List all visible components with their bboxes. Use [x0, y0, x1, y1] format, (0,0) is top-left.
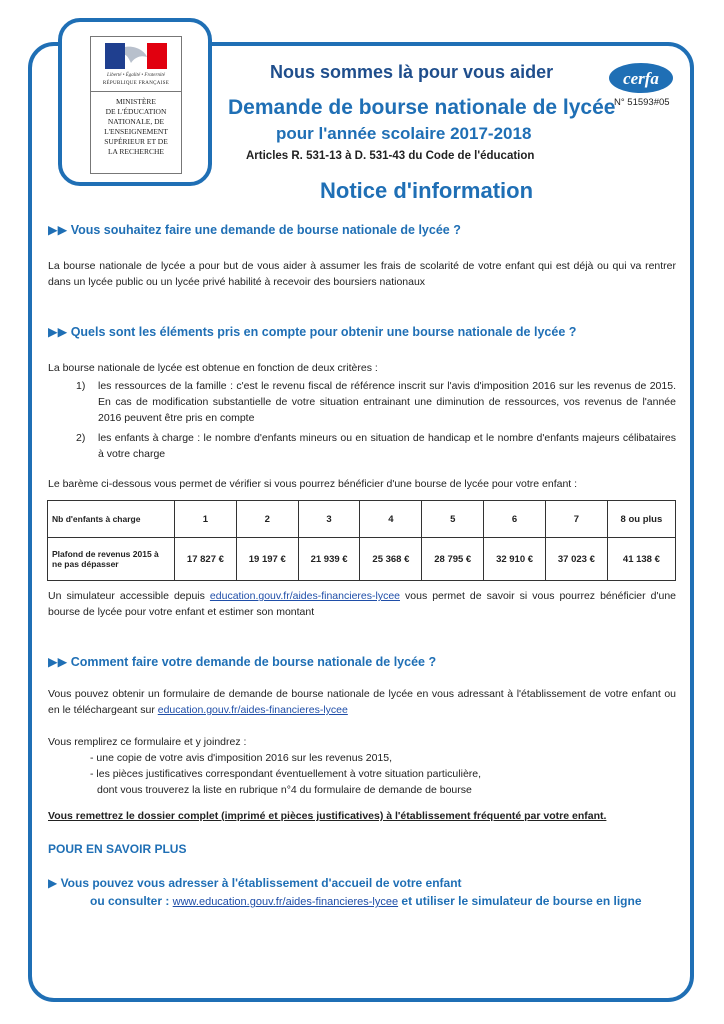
more-info-line1: ▶ Vous pouvez vous adresser à l'établissement d'accueil de votre enfant	[48, 876, 462, 890]
ceiling-cell: 25 368 €	[360, 538, 422, 581]
logo-divider	[91, 91, 181, 92]
section2-heading: ▶▶ Quels sont les éléments pris en compte pour obtenir une bourse nationale de lycée ?	[48, 325, 577, 339]
children-cell: 6	[484, 501, 546, 538]
fill-intro: Vous remplirez ce formulaire et y joindrez :	[48, 736, 247, 748]
section1-text: La bourse nationale de lycée a pour but de vous aider à assumer les frais de scolarité de votre enfant qui est déjà ou qui va rentrer dans un lycée public ou un lycée privé habilité à recevoir des boursiers nationaux	[48, 260, 676, 288]
section1-heading: ▶▶ Vous souhaitez faire une demande de bourse nationale de lycée ?	[48, 223, 461, 237]
ceiling-cell: 37 023 €	[545, 538, 607, 581]
bareme-table	[47, 500, 676, 581]
header-top: Nous sommes là pour vous aider	[270, 62, 554, 82]
ceiling-cell: 21 939 €	[298, 538, 360, 581]
more-info-line2-before: ou consulter :	[90, 894, 173, 908]
cerfa-number: N° 51593#05	[614, 97, 670, 108]
page-title: Demande de bourse nationale de lycée	[228, 96, 616, 119]
section3-heading: ▶▶ Comment faire votre demande de bourse nationale de lycée ?	[48, 655, 437, 669]
section2-intro: La bourse nationale de lycée est obtenue en fonction de deux critères :	[48, 362, 378, 374]
more-info-line2-after: et utiliser le simulateur de bourse en ligne	[398, 894, 642, 908]
simulator-link[interactable]: education.gouv.fr/aides-financieres-lycee	[209, 590, 400, 602]
ministry-logo-box	[58, 18, 212, 186]
ceiling-cell: 41 138 €	[607, 538, 675, 581]
children-cell: 8 ou plus	[607, 501, 675, 538]
ceiling-cell: 28 795 €	[422, 538, 484, 581]
final-instruction-text: Vous remettrez le dossier complet (imprimé et pièces justificatives) à l'établissement fréquenté par votre enfant	[48, 810, 604, 822]
marianne-logo-icon	[105, 43, 167, 69]
cerfa-logo-text: cerfa	[623, 69, 659, 88]
criteria-1-text: les ressources de la famille : c'est le revenu fiscal de référence inscrit sur l'avis d'imposition 2016 sur les revenus de 2015. En cas de modification substantielle de votre situation entrainant une diminution de ressources, vos revenus de l'année 2016 peuvent être pris en compte	[98, 380, 676, 424]
page-subtitle: pour l'année scolaire 2017-2018	[276, 124, 532, 143]
simulator-text-before: Un simulateur accessible depuis	[48, 590, 210, 602]
table-row-label: Plafond de revenus 2015 à ne pas dépasser	[48, 538, 175, 581]
criteria-2-text: les enfants à charge : le nombre d'enfants mineurs ou en situation de handicap et le nombre d'enfants majeurs célibataires à votre charge	[98, 432, 676, 460]
children-cell: 7	[545, 501, 607, 538]
logo-motto: Liberté • Égalité • Fraternité	[107, 73, 165, 78]
ceiling-cell: 32 910 €	[484, 538, 546, 581]
form-download-link[interactable]: education.gouv.fr/aides-financieres-lycee	[157, 704, 348, 716]
simulator-text	[48, 588, 676, 620]
children-cell: 2	[236, 501, 298, 538]
table-row	[48, 501, 676, 538]
children-cell: 1	[175, 501, 237, 538]
criteria-2-number: 2)	[76, 432, 86, 444]
more-info-title: POUR EN SAVOIR PLUS	[48, 842, 187, 856]
legal-articles: Articles R. 531-13 à D. 531-43 du Code de l'éducation	[246, 150, 535, 162]
ceiling-cell: 19 197 €	[236, 538, 298, 581]
cerfa-logo-icon	[608, 62, 674, 94]
section3-text-before: Vous pouvez obtenir un formulaire de demande de bourse nationale de lycée en vous adressant à l'établissement de votre enfant ou en le téléchargeant sur	[48, 688, 676, 716]
criteria-1-number: 1)	[76, 380, 86, 392]
table-row-label: Nb d'enfants à charge	[48, 501, 175, 538]
logo-ministry: MINISTÈRE DE L'ÉDUCATION NATIONALE, DE L'ENSEIGNEMENT SUPÉRIEUR ET DE LA RECHERCHE	[104, 97, 168, 156]
final-instruction: Vous remettrez le dossier complet (imprimé et pièces justificatives) à l'établissement fréquenté par votre enfant.	[48, 810, 607, 822]
more-info-line2	[90, 894, 642, 908]
children-cell: 3	[298, 501, 360, 538]
ceiling-cell: 17 827 €	[175, 538, 237, 581]
section3-text	[48, 686, 676, 718]
notice-title: Notice d'information	[320, 178, 534, 203]
simulator-text-after: vous permet de savoir si vous pourrez bénéficier d'une bourse de lycée pour votre enfant et estimer son montant	[48, 590, 676, 618]
education-gouv-link[interactable]: www.education.gouv.fr/aides-financieres-lycee	[172, 896, 399, 908]
bareme-intro: Le barème ci-dessous vous permet de vérifier si vous pourrez bénéficier d'une bourse de lycée pour votre enfant :	[48, 478, 578, 490]
children-cell: 5	[422, 501, 484, 538]
attachment-item: - une copie de votre avis d'imposition 2016 sur les revenus 2015,	[90, 752, 393, 764]
attachment-item-note: dont vous trouverez la liste en rubrique n°4 du formulaire de demande de bourse	[97, 784, 472, 796]
children-cell: 4	[360, 501, 422, 538]
table-row	[48, 538, 676, 581]
attachment-item: - les pièces justificatives correspondant éventuellement à votre situation particulière,	[90, 768, 482, 780]
logo-republic: RÉPUBLIQUE FRANÇAISE	[102, 81, 170, 86]
ministry-logo	[90, 36, 182, 174]
